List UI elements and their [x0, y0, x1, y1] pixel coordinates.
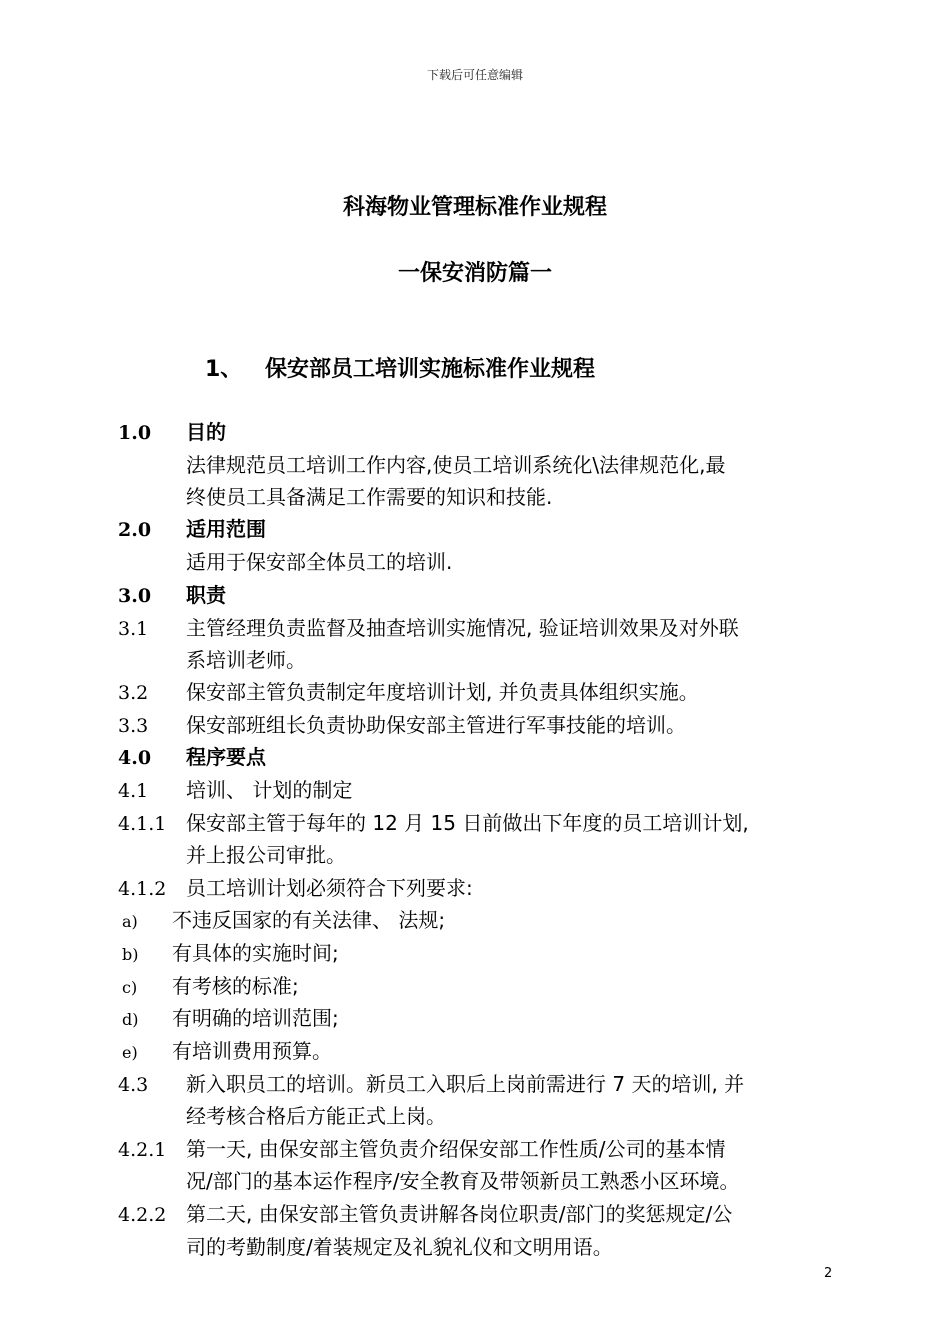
clause-text-line: 法律规范员工培训工作内容,使员工培训系统化\法律规范化,最: [186, 453, 726, 477]
clause-text-line: 系培训老师。: [186, 648, 306, 672]
clause-text: 程序要点: [186, 745, 266, 769]
clause-number: 4.1: [118, 780, 149, 802]
list-text: 不违反国家的有关法律、 法规;: [172, 908, 446, 932]
page-number: 2: [824, 1266, 833, 1281]
clause-number: 4.1.2: [118, 878, 167, 900]
clause-text: 培训、 计划的制定: [186, 778, 353, 802]
list-text: 有考核的标准;: [172, 974, 299, 998]
clause-number: 3.2: [118, 682, 149, 704]
clause-3-0: [118, 579, 838, 612]
clause-4-2-1: [118, 1133, 838, 1166]
list-text: 有具体的实施时间;: [172, 941, 339, 965]
clause-number: 4.2.2: [118, 1204, 167, 1226]
clause-4-1-1: [118, 807, 838, 840]
page-header: 下载后可任意编辑: [426, 68, 523, 82]
clause-text: 员工培训计划必须符合下列要求:: [186, 876, 473, 900]
clause-2-0: [118, 513, 838, 546]
clause-text: 第二天, 由保安部主管负责讲解各岗位职责/部门的奖惩规定/公: [186, 1202, 733, 1226]
section-text: 保安部员工培训实施标准作业规程: [265, 357, 596, 382]
list-item-d: [122, 1002, 339, 1036]
clause-text-line: 适用于保安部全体员工的培训.: [186, 550, 453, 574]
list-text: 有明确的培训范围;: [172, 1006, 339, 1030]
list-marker: d): [122, 1010, 139, 1029]
clause-text: 保安部主管于每年的 12 月 15 日前做出下年度的员工培训计划,: [186, 811, 749, 835]
list-text: 有培训费用预算。: [172, 1039, 332, 1063]
clause-3-3: [118, 709, 838, 742]
clause-4-1-2: [118, 872, 838, 905]
clause-text: 保安部班组长负责协助保安部主管进行军事技能的培训。: [186, 713, 686, 737]
list-item-e: [122, 1035, 332, 1069]
list-marker: c): [122, 978, 138, 997]
clause-text: 第一天, 由保安部主管负责介绍保安部工作性质/公司的基本情: [186, 1137, 726, 1161]
clause-number: 3.3: [118, 715, 149, 737]
clause-text-line: 司的考勤制度/着装规定及礼貌礼仪和文明用语。: [186, 1235, 613, 1259]
clause-number: 4.3: [118, 1074, 149, 1096]
list-item-a: [122, 904, 445, 938]
list-marker: e): [122, 1043, 138, 1062]
clause-text-line: 况/部门的基本运作程序/安全教育及带领新员工熟悉小区环境。: [186, 1169, 740, 1193]
document-title: 科海物业管理标准作业规程: [342, 195, 607, 220]
clause-number: 1.0: [118, 422, 152, 444]
clause-4-0: [118, 741, 838, 774]
section-heading: [205, 352, 595, 383]
clause-text: 目的: [186, 420, 226, 444]
clause-text: 保安部主管负责制定年度培训计划, 并负责具体组织实施。: [186, 680, 699, 704]
clause-text: 新入职员工的培训。新员工入职后上岗前需进行 7 天的培训, 并: [186, 1072, 745, 1096]
clause-text: 职责: [186, 583, 226, 607]
list-item-b: [122, 937, 339, 971]
document-subtitle: 一保安消防篇一: [397, 261, 552, 286]
section-number: 1、: [205, 357, 243, 382]
clause-number: 3.0: [118, 585, 152, 607]
clause-text-line: 终使员工具备满足工作需要的知识和技能.: [186, 485, 553, 509]
clause-number: 3.1: [118, 618, 149, 640]
clause-4-3: [118, 1068, 838, 1101]
clause-number: 4.2.1: [118, 1139, 167, 1161]
clause-number: 2.0: [118, 519, 152, 541]
list-item-c: [122, 970, 299, 1004]
clause-number: 4.0: [118, 747, 152, 769]
list-marker: b): [122, 945, 139, 964]
clause-text-line: 并上报公司审批。: [186, 843, 346, 867]
clause-3-1: [118, 612, 838, 645]
clause-text: 主管经理负责监督及抽查培训实施情况, 验证培训效果及对外联: [186, 616, 739, 640]
clause-number: 4.1.1: [118, 813, 167, 835]
clause-3-2: [118, 676, 838, 709]
clause-1-0: [118, 416, 838, 449]
clause-4-2-2: [118, 1198, 838, 1231]
list-marker: a): [122, 912, 138, 931]
clause-text: 适用范围: [186, 517, 266, 541]
clause-text-line: 经考核合格后方能正式上岗。: [186, 1104, 446, 1128]
clause-4-1: [118, 774, 838, 807]
